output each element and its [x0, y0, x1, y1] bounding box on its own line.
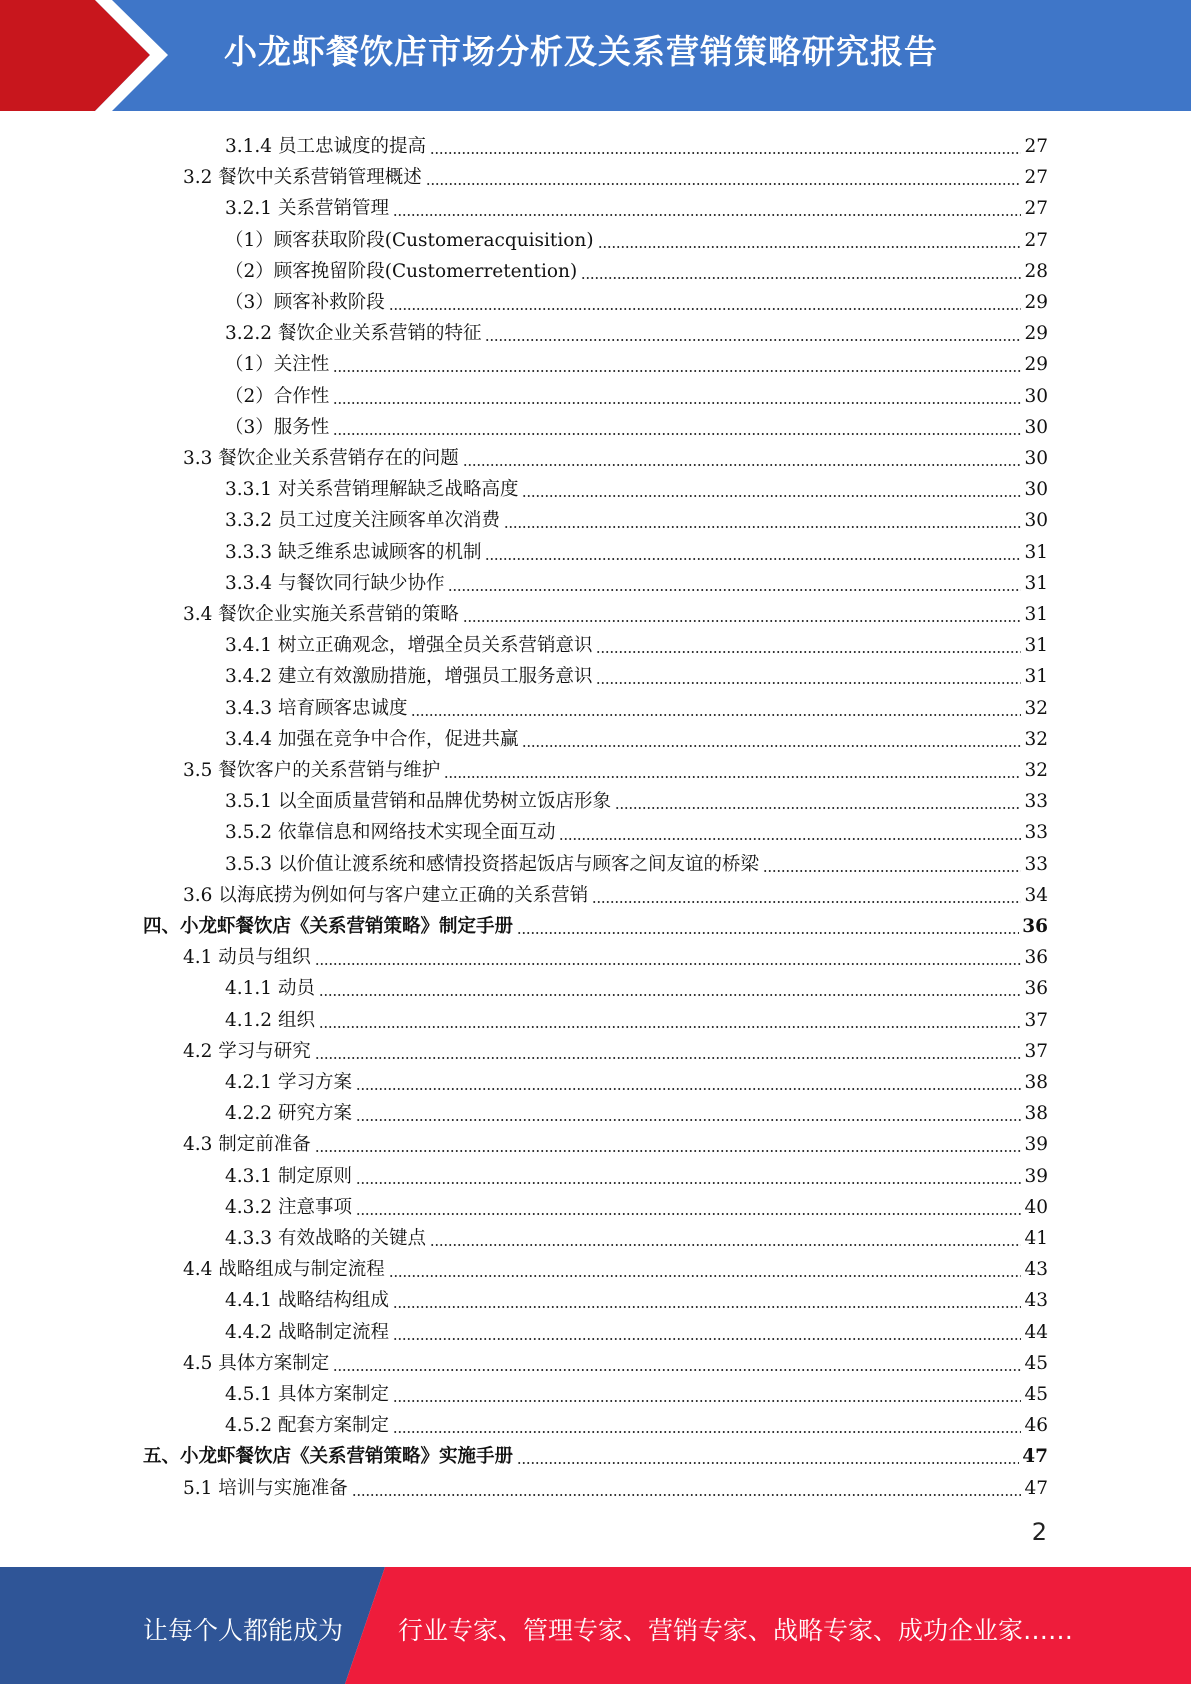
toc-dot-leader [430, 1231, 1021, 1247]
toc-dot-leader [356, 1106, 1022, 1122]
toc-entry-label: 4.4 战略组成与制定流程 [183, 1259, 385, 1281]
toc-dot-leader [356, 1169, 1022, 1185]
toc-entry-page: 32 [1024, 697, 1048, 719]
toc-entry-label: 3.4.1 树立正确观念，增强全员关系营销意识 [225, 635, 593, 657]
toc-entry-page: 43 [1024, 1259, 1048, 1281]
toc-entry-page: 37 [1024, 1040, 1048, 1062]
toc-entry-label: 3.4.2 建立有效激励措施，增强员工服务意识 [225, 666, 593, 688]
toc-entry-page: 27 [1024, 229, 1048, 251]
toc-entry-page: 30 [1024, 479, 1048, 501]
toc-dot-leader [333, 357, 1021, 373]
toc-entry[interactable] [183, 1469, 1048, 1500]
toc-entry-page: 36 [1022, 916, 1048, 937]
toc-entry[interactable] [225, 189, 1048, 220]
toc-entry-page: 31 [1024, 572, 1048, 594]
toc-entry[interactable] [183, 1344, 1048, 1375]
toc-dot-leader [333, 389, 1021, 405]
toc-entry-page: 37 [1024, 1009, 1048, 1031]
toc-entry[interactable] [225, 533, 1048, 564]
toc-dot-leader [315, 1044, 1022, 1060]
toc-entry-label: 3.4 餐饮企业实施关系营销的策略 [183, 604, 459, 625]
page-header [0, 0, 1191, 111]
toc-dot-leader [598, 233, 1022, 249]
toc-entry-label: 3.5 餐饮客户的关系营销与维护 [183, 760, 441, 781]
toc-entry-label: 3.3.1 对关系营销理解缺乏战略高度 [225, 479, 519, 501]
toc-entry-page: 33 [1024, 853, 1048, 875]
toc-entry-label: 3.4.3 培育顾客忠诚度 [225, 697, 408, 719]
toc-entry-label: 3.3.2 员工过度关注顾客单次消费 [225, 510, 500, 532]
toc-dot-leader [389, 1262, 1022, 1278]
toc-entry[interactable] [225, 377, 1048, 408]
toc-entry[interactable] [183, 1125, 1048, 1156]
toc-entry-page: 43 [1024, 1290, 1048, 1312]
toc-entry[interactable] [225, 1063, 1048, 1094]
toc-entry[interactable] [225, 1375, 1048, 1406]
toc-entry-page: 33 [1024, 791, 1048, 813]
footer-slogan-left: 让每个人都能成为 [143, 1616, 344, 1645]
toc-entry-page: 31 [1024, 541, 1048, 563]
toc-entry-label: 3.3 餐饮企业关系营销存在的问题 [183, 448, 459, 469]
toc-dot-leader [596, 669, 1021, 685]
toc-entry-label: （3）服务性 [225, 416, 330, 438]
toc-entry-page: 32 [1024, 728, 1048, 750]
toc-dot-leader [333, 1356, 1021, 1372]
toc-entry-label: 4.3.3 有效战略的关键点 [225, 1228, 426, 1249]
page-footer [0, 1567, 1191, 1684]
toc-entry-page: 29 [1024, 354, 1048, 376]
toc-entry[interactable] [225, 720, 1048, 751]
toc-dot-leader [315, 950, 1022, 966]
toc-dot-leader [393, 1325, 1021, 1341]
toc-dot-leader [319, 981, 1022, 997]
toc-entry-page: 29 [1024, 292, 1048, 313]
toc-dot-leader [352, 1481, 1022, 1497]
toc-dot-leader [315, 1137, 1022, 1153]
toc-entry[interactable] [225, 1406, 1048, 1437]
toc-entry-label: 五、小龙虾餐饮店《关系营销策略》实施手册 [143, 1446, 514, 1468]
toc-entry[interactable] [183, 595, 1048, 626]
toc-entry-label: 5.1 培训与实施准备 [183, 1477, 348, 1499]
toc-dot-leader [522, 482, 1021, 498]
toc-entry-page: 34 [1024, 884, 1048, 906]
toc-entry-label: 3.3.3 缺乏维系忠诚顾客的机制 [225, 541, 482, 563]
toc-entry-page: 41 [1024, 1228, 1048, 1249]
toc-entry-page: 31 [1024, 666, 1048, 688]
report-title: 小龙虾餐饮店市场分析及关系营销策略研究报告 [224, 32, 938, 71]
toc-entry-page: 40 [1024, 1196, 1048, 1218]
toc-dot-leader [581, 264, 1021, 280]
toc-entry-page: 29 [1024, 323, 1048, 345]
toc-entry-label: （1）关注性 [225, 354, 330, 376]
toc-entry[interactable] [225, 689, 1048, 720]
toc-dot-leader [426, 170, 1022, 186]
toc-entry[interactable] [225, 408, 1048, 439]
toc-dot-leader [485, 326, 1021, 342]
toc-entry[interactable] [225, 1281, 1048, 1312]
toc-dot-leader [393, 1387, 1021, 1403]
toc-entry[interactable] [225, 1157, 1048, 1188]
toc-entry[interactable] [225, 845, 1048, 876]
toc-entry-page: 27 [1024, 167, 1048, 189]
toc-entry-page: 28 [1024, 260, 1048, 282]
toc-entry-page: 45 [1024, 1384, 1048, 1405]
toc-entry-page: 38 [1024, 1072, 1048, 1093]
toc-dot-leader [393, 1293, 1021, 1309]
toc-entry[interactable] [225, 626, 1048, 657]
toc-entry[interactable] [225, 1001, 1048, 1032]
toc-entry-label: 四、小龙虾餐饮店《关系营销策略》制定手册 [143, 916, 514, 937]
toc-dot-leader [522, 732, 1021, 748]
toc-entry-page: 39 [1024, 1134, 1048, 1156]
toc-entry[interactable] [225, 1094, 1048, 1125]
toc-entry-page: 30 [1024, 448, 1048, 469]
toc-entry-page: 38 [1024, 1103, 1048, 1125]
toc-entry-page: 31 [1024, 604, 1048, 625]
toc-entry[interactable] [183, 439, 1048, 470]
toc-entry[interactable] [225, 1219, 1048, 1250]
toc-dot-leader [517, 919, 1019, 935]
toc-entry[interactable] [183, 876, 1048, 907]
toc-entry-label: 3.1.4 员工忠诚度的提高 [225, 136, 426, 157]
page-number: 2 [1031, 1518, 1047, 1546]
toc-dot-leader [393, 201, 1021, 217]
toc-entry-label: 4.2.2 研究方案 [225, 1103, 352, 1125]
toc-entry-page: 30 [1024, 416, 1048, 438]
toc-dot-leader [411, 701, 1021, 717]
toc-dot-leader [504, 513, 1021, 529]
toc-entry[interactable] [225, 252, 1048, 283]
toc-entry-label: 4.5 具体方案制定 [183, 1352, 330, 1374]
toc-dot-leader [356, 1075, 1022, 1091]
toc-entry[interactable] [183, 751, 1048, 782]
toc-entry-page: 36 [1024, 978, 1048, 1000]
toc-entry[interactable] [183, 158, 1048, 189]
toc-dot-leader [319, 1013, 1022, 1029]
toc-entry-label: 3.4.4 加强在竞争中合作，促进共赢 [225, 728, 519, 750]
toc-entry-page: 27 [1024, 198, 1048, 220]
toc-entry-page: 32 [1024, 760, 1048, 781]
toc-entry-page: 30 [1024, 510, 1048, 532]
toc-entry-label: 4.3.1 制定原则 [225, 1165, 352, 1187]
toc-entry-label: 3.2.2 餐饮企业关系营销的特征 [225, 323, 482, 345]
toc-entry-page: 31 [1024, 635, 1048, 657]
toc-entry[interactable] [143, 907, 1048, 938]
toc-entry[interactable] [225, 127, 1048, 158]
toc-entry-page: 47 [1024, 1477, 1048, 1499]
toc-entry[interactable] [225, 969, 1048, 1000]
toc-entry-page: 39 [1024, 1165, 1048, 1187]
toc-entry-label: 4.3.2 注意事项 [225, 1196, 352, 1218]
toc-entry[interactable] [225, 782, 1048, 813]
toc-dot-leader [430, 139, 1021, 155]
toc-entry[interactable] [225, 501, 1048, 532]
toc-dot-leader [485, 545, 1021, 561]
toc-entry[interactable] [225, 283, 1048, 314]
toc-entry-label: 4.4.1 战略结构组成 [225, 1290, 389, 1312]
toc-dot-leader [517, 1449, 1019, 1465]
toc-entry[interactable] [225, 345, 1048, 376]
toc-dot-leader [463, 451, 1022, 467]
toc-entry-page: 44 [1024, 1321, 1048, 1343]
toc-dot-leader [448, 576, 1021, 592]
toc-entry-label: 4.3 制定前准备 [183, 1134, 311, 1156]
toc-entry-page: 47 [1022, 1446, 1048, 1468]
toc-entry[interactable] [143, 1437, 1048, 1468]
toc-dot-leader [463, 607, 1022, 623]
toc-dot-leader [615, 794, 1021, 810]
toc-entry-label: （2）合作性 [225, 385, 330, 407]
toc-entry-label: 3.5.3 以价值让渡系统和感情投资搭起饭店与顾客之间友谊的桥梁 [225, 853, 759, 875]
toc-entry[interactable] [225, 1313, 1048, 1344]
toc-entry-page: 36 [1024, 947, 1048, 969]
toc-dot-leader [444, 763, 1021, 779]
toc-entry-label: 4.5.1 具体方案制定 [225, 1384, 389, 1405]
toc-entry-page: 45 [1024, 1352, 1048, 1374]
toc-entry[interactable] [183, 1032, 1048, 1063]
toc-dot-leader [763, 857, 1021, 873]
toc-entry-label: 3.2.1 关系营销管理 [225, 198, 389, 220]
toc-dot-leader [333, 420, 1021, 436]
toc-entry-page: 27 [1024, 136, 1048, 157]
toc-entry-page: 30 [1024, 385, 1048, 407]
toc-entry-page: 33 [1024, 822, 1048, 844]
toc-dot-leader [559, 825, 1021, 841]
toc-dot-leader [356, 1200, 1022, 1216]
toc-entry[interactable] [225, 657, 1048, 688]
toc-dot-leader [596, 638, 1021, 654]
toc-entry[interactable] [225, 314, 1048, 345]
toc-entry-label: 3.5.1 以全面质量营销和品牌优势树立饭店形象 [225, 791, 611, 813]
toc-dot-leader [389, 295, 1022, 311]
toc-entry-page: 46 [1024, 1415, 1048, 1437]
toc-dot-leader [592, 888, 1021, 904]
toc-entry-label: 4.1.1 动员 [225, 978, 315, 1000]
toc-entry-label: 4.2.1 学习方案 [225, 1072, 352, 1093]
toc-entry[interactable] [225, 813, 1048, 844]
toc-entry-label: 3.6 以海底捞为例如何与客户建立正确的关系营销 [183, 884, 589, 906]
toc-entry[interactable] [225, 1188, 1048, 1219]
toc-entry-label: 3.2 餐饮中关系营销管理概述 [183, 167, 422, 189]
toc-entry-label: （3）顾客补救阶段 [225, 292, 385, 313]
toc-entry-label: 4.2 学习与研究 [183, 1040, 311, 1062]
toc-entry-label: 4.5.2 配套方案制定 [225, 1415, 389, 1437]
toc-entry[interactable] [183, 1250, 1048, 1281]
toc-entry-label: 4.1 动员与组织 [183, 947, 311, 969]
toc-entry-label: （1）顾客获取阶段(Customeracquisition) [225, 229, 594, 251]
toc-entry-label: 4.1.2 组织 [225, 1009, 315, 1031]
toc-dot-leader [393, 1418, 1021, 1434]
footer-slogan-right: 行业专家、管理专家、营销专家、战略专家、成功企业家…… [398, 1616, 1074, 1645]
toc-entry-label: 3.3.4 与餐饮同行缺少协作 [225, 572, 445, 594]
toc-entry-label: （2）顾客挽留阶段(Customerretention) [225, 260, 578, 282]
toc-entry-label: 3.5.2 依靠信息和网络技术实现全面互动 [225, 822, 556, 844]
toc-entry[interactable] [225, 470, 1048, 501]
toc-entry[interactable] [225, 564, 1048, 595]
toc-entry[interactable] [183, 938, 1048, 969]
toc-entry-label: 4.4.2 战略制定流程 [225, 1321, 389, 1343]
toc-entry[interactable] [225, 221, 1048, 252]
